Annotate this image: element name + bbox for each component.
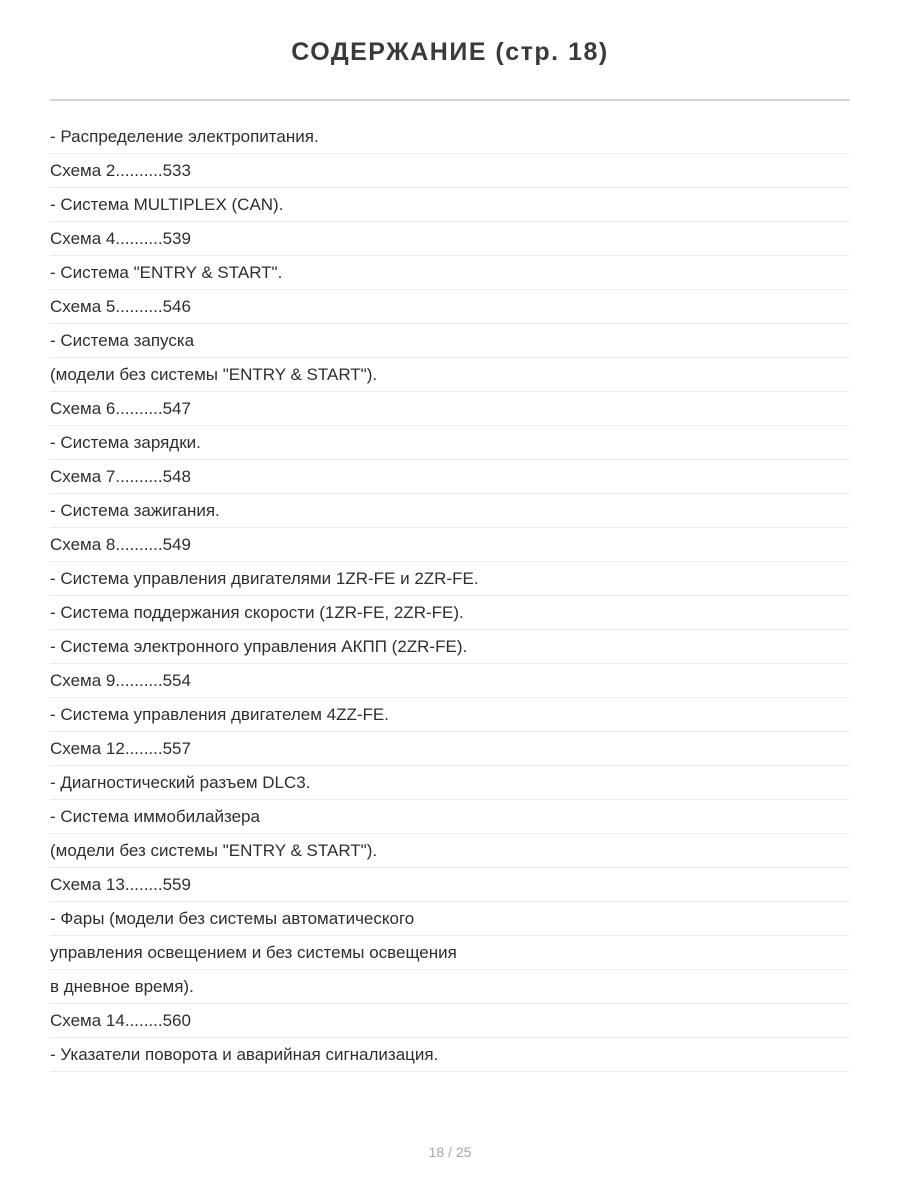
toc-line: - Система зажигания. [50, 494, 850, 528]
toc-line: Схема 8..........549 [50, 528, 850, 562]
toc-line: - Система поддержания скорости (1ZR-FE, 2ZR-FE). [50, 596, 850, 630]
toc-list [50, 120, 850, 1072]
toc-line: в дневное время). [50, 970, 850, 1004]
toc-line: Схема 12........557 [50, 732, 850, 766]
toc-line: - Фары (модели без системы автоматического [50, 902, 850, 936]
toc-line: Схема 9..........554 [50, 664, 850, 698]
page-title: СОДЕРЖАНИЕ (стр. 18) [291, 38, 609, 66]
toc-line: - Система "ENTRY & START". [50, 256, 850, 290]
toc-line: Схема 6..........547 [50, 392, 850, 426]
toc-line: - Система управления двигателями 1ZR-FE и 2ZR-FE. [50, 562, 850, 596]
toc-line: - Распределение электропитания. [50, 120, 850, 154]
toc-line: - Система управления двигателем 4ZZ-FE. [50, 698, 850, 732]
toc-line: (модели без системы "ENTRY & START"). [50, 834, 850, 868]
page-indicator: 18 / 25 [428, 1144, 472, 1160]
toc-line: Схема 14........560 [50, 1004, 850, 1038]
title-divider [50, 99, 850, 101]
toc-line: (модели без системы "ENTRY & START"). [50, 358, 850, 392]
toc-line: - Система MULTIPLEX (CAN). [50, 188, 850, 222]
toc-line: Схема 7..........548 [50, 460, 850, 494]
toc-line: - Диагностический разъем DLC3. [50, 766, 850, 800]
toc-line: - Система запуска [50, 324, 850, 358]
toc-line: - Система иммобилайзера [50, 800, 850, 834]
toc-line: Схема 4..........539 [50, 222, 850, 256]
toc-line: - Система зарядки. [50, 426, 850, 460]
toc-line: Схема 2..........533 [50, 154, 850, 188]
toc-line: Схема 5..........546 [50, 290, 850, 324]
toc-line: - Система электронного управления АКПП (2ZR-FE). [50, 630, 850, 664]
toc-line: Схема 13........559 [50, 868, 850, 902]
toc-line: управления освещением и без системы освещения [50, 936, 850, 970]
toc-line: - Указатели поворота и аварийная сигнализация. [50, 1038, 850, 1072]
